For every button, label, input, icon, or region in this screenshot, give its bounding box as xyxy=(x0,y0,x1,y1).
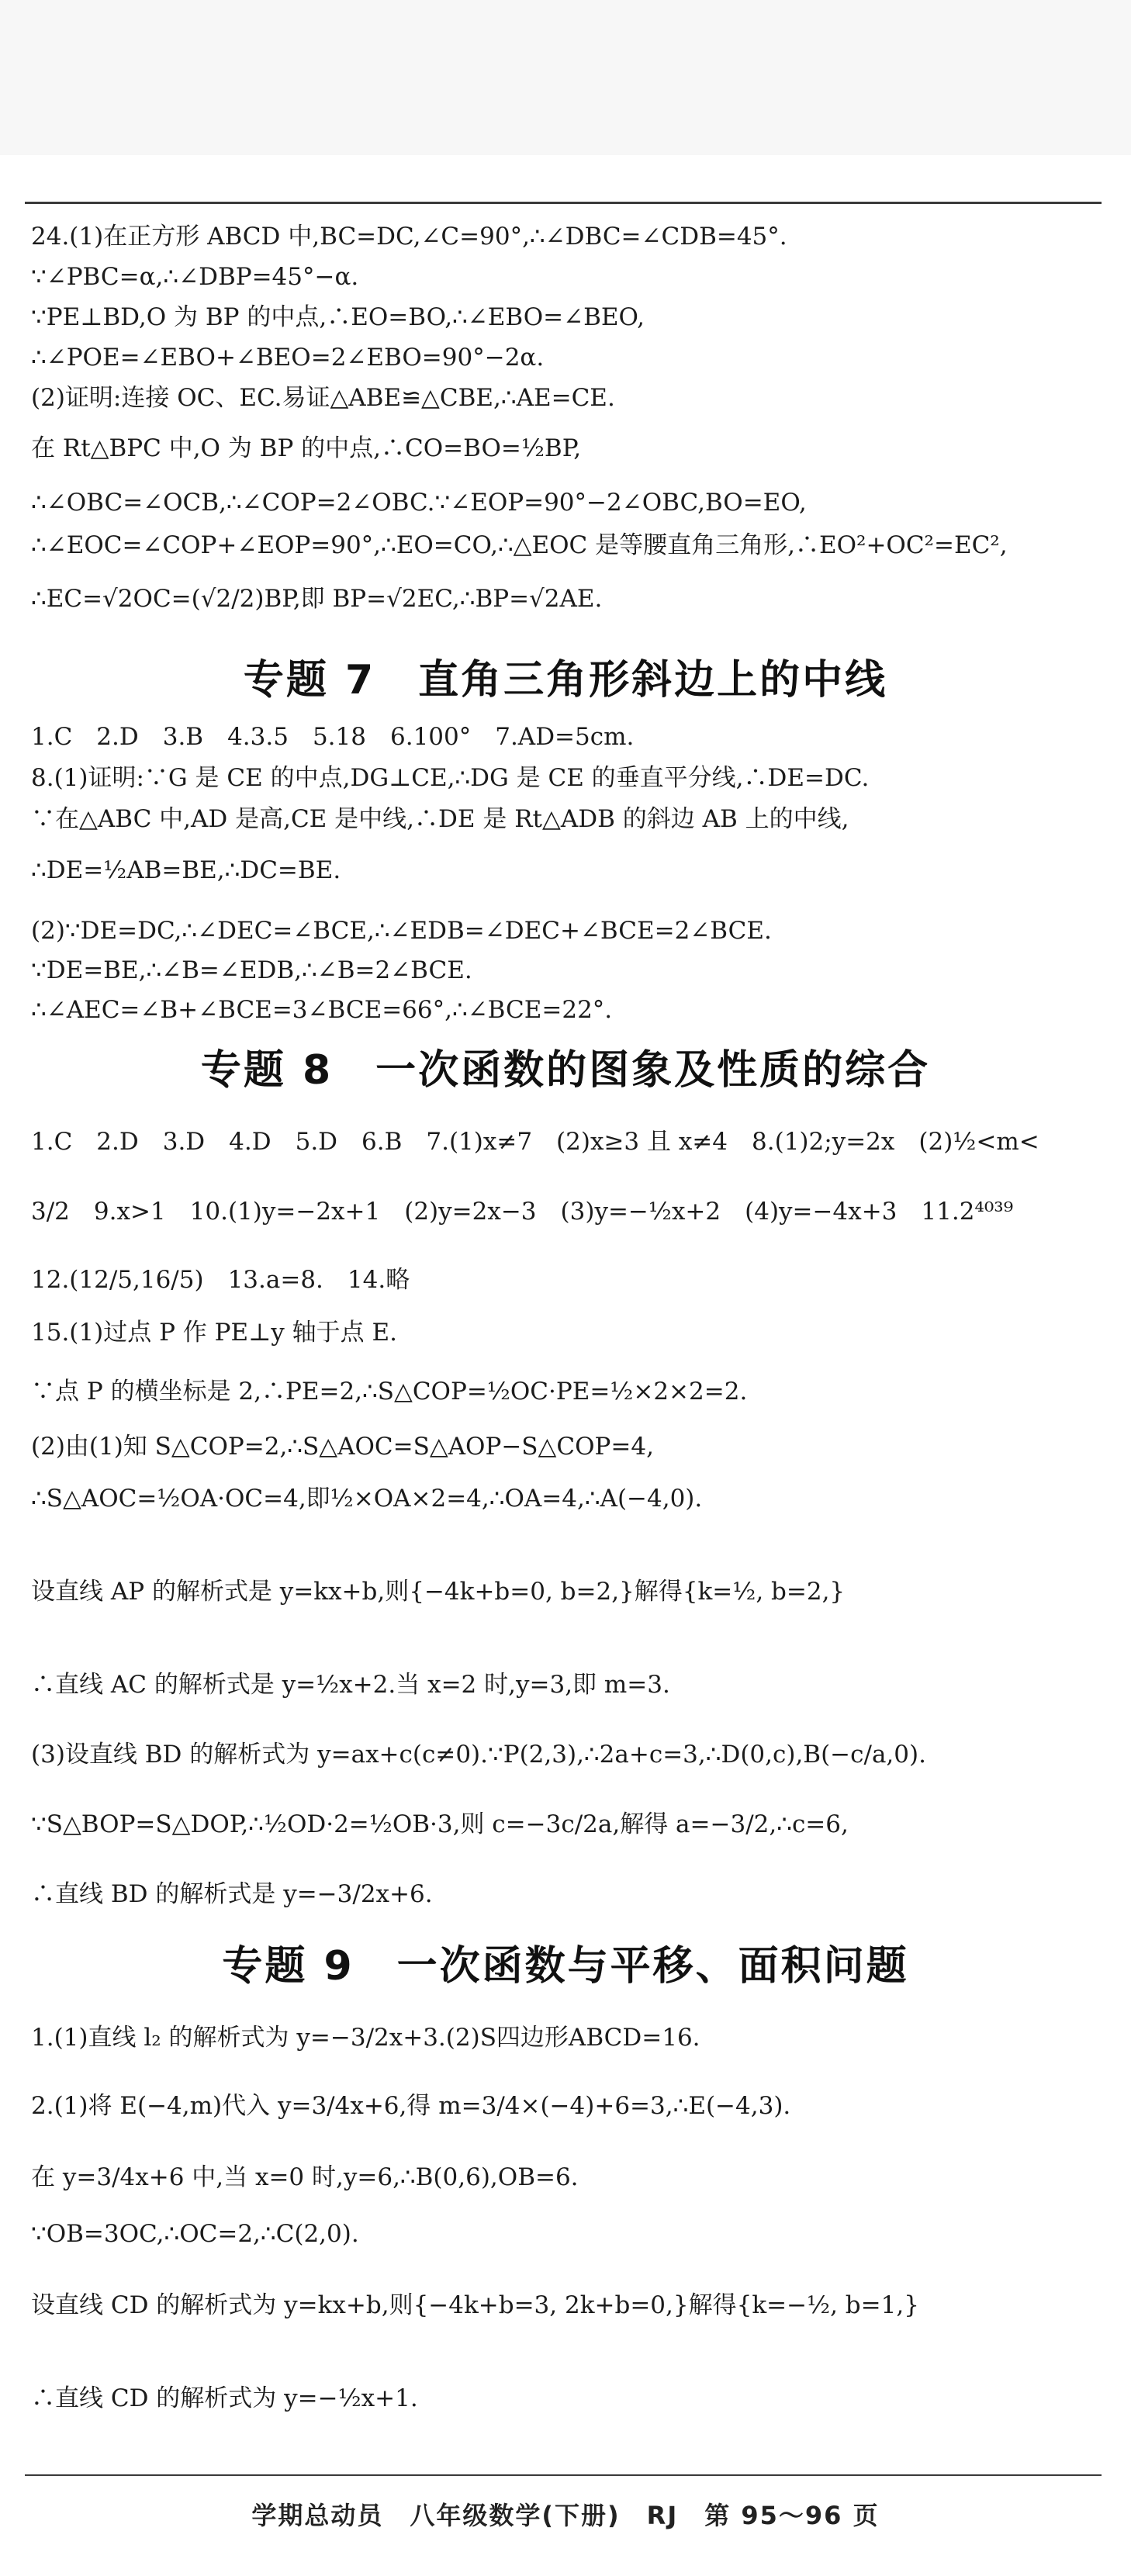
answer-line: ∴∠AEC=∠B+∠BCE=3∠BCE=66°,∴∠BCE=22°. xyxy=(31,996,613,1024)
answer-line: (2)证明:连接 OC、EC.易证△ABE≌△CBE,∴AE=CE. xyxy=(31,384,615,412)
answer-line: ∵DE=BE,∴∠B=∠EDB,∴∠B=2∠BCE. xyxy=(31,956,472,984)
answer-line: 设直线 CD 的解析式为 y=kx+b,则{−4k+b=3, 2k+b=0,}解得{k=−½, b=1,} xyxy=(31,2291,919,2319)
header-rule xyxy=(25,202,1102,204)
footer-rule xyxy=(25,2474,1102,2476)
answer-line: ∵PE⊥BD,O 为 BP 的中点,∴EO=BO,∴∠EBO=∠BEO, xyxy=(31,303,645,331)
answer-line: 15.(1)过点 P 作 PE⊥y 轴于点 E. xyxy=(31,1319,397,1347)
answer-line: 2.(1)将 E(−4,m)代入 y=3/4x+6,得 m=3/4×(−4)+6=3,∴E(−4,3). xyxy=(31,2092,791,2120)
answer-line: ∴DE=½AB=BE,∴DC=BE. xyxy=(31,856,341,884)
answer-line: 在 Rt△BPC 中,O 为 BP 的中点,∴CO=BO=½BP, xyxy=(31,434,582,462)
answer-line: (2)∵DE=DC,∴∠DEC=∠BCE,∴∠EDB=∠DEC+∠BCE=2∠BCE. xyxy=(31,917,772,945)
answer-line: 在 y=3/4x+6 中,当 x=0 时,y=6,∴B(0,6),OB=6. xyxy=(31,2163,579,2191)
answer-line: 3/2 9.x>1 10.(1)y=−2x+1 (2)y=2x−3 (3)y=−½x+2 (4)y=−4x+3 11.2⁴⁰³⁹ xyxy=(31,1198,1014,1226)
answer-line: ∵在△ABC 中,AD 是高,CE 是中线,∴DE 是 Rt△ADB 的斜边 AB 上的中线, xyxy=(31,805,849,833)
answer-line: (3)设直线 BD 的解析式为 y=ax+c(c≠0).∵P(2,3),∴2a+c=3,∴D(0,c),B(−c/a,0). xyxy=(31,1741,926,1769)
answer-line: 1.(1)直线 l₂ 的解析式为 y=−3/2x+3.(2)S四边形ABCD=16. xyxy=(31,2024,700,2052)
section-title: 专题 8 一次函数的图象及性质的综合 xyxy=(200,1047,931,1094)
answer-line: 24.(1)在正方形 ABCD 中,BC=DC,∠C=90°,∴∠DBC=∠CDB=45°. xyxy=(31,223,787,251)
answer-line: ∴∠OBC=∠OCB,∴∠COP=2∠OBC.∵∠EOP=90°−2∠OBC,BO=EO, xyxy=(31,489,807,517)
answer-line: ∵∠PBC=α,∴∠DBP=45°−α. xyxy=(31,263,359,291)
answer-line: ∴直线 AC 的解析式是 y=½x+2.当 x=2 时,y=3,即 m=3. xyxy=(31,1671,670,1699)
answer-line: ∵OB=3OC,∴OC=2,∴C(2,0). xyxy=(31,2220,359,2248)
answer-line: ∴S△AOC=½OA·OC=4,即½×OA×2=4,∴OA=4,∴A(−4,0). xyxy=(31,1485,703,1513)
page-footer: 学期总动员 八年级数学(下册) RJ 第 95～96 页 xyxy=(251,2501,880,2530)
section-title: 专题 7 直角三角形斜边上的中线 xyxy=(243,657,888,704)
answer-line: 1.C 2.D 3.B 4.3.5 5.18 6.100° 7.AD=5cm. xyxy=(31,723,635,751)
answer-line: ∵点 P 的横坐标是 2,∴PE=2,∴S△COP=½OC·PE=½×2×2=2. xyxy=(31,1378,748,1406)
answer-line: ∴直线 CD 的解析式为 y=−½x+1. xyxy=(31,2384,418,2412)
answer-line: ∴直线 BD 的解析式是 y=−3/2x+6. xyxy=(31,1880,433,1908)
section-title: 专题 9 一次函数与平移、面积问题 xyxy=(222,1943,909,1990)
answer-line: 设直线 AP 的解析式是 y=kx+b,则{−4k+b=0, b=2,}解得{k=½, b=2,} xyxy=(31,1578,846,1606)
scan-margin xyxy=(0,0,1131,155)
answer-line: (2)由(1)知 S△COP=2,∴S△AOC=S△AOP−S△COP=4, xyxy=(31,1433,654,1461)
answer-line: ∴EC=√2OC=(√2/2)BP,即 BP=√2EC,∴BP=√2AE. xyxy=(31,585,603,613)
answer-line: ∵S△BOP=S△DOP,∴½OD·2=½OB·3,则 c=−3c/2a,解得 a=−3/2,∴c=6, xyxy=(31,1810,849,1838)
answer-line: 1.C 2.D 3.D 4.D 5.D 6.B 7.(1)x≠7 (2)x≥3 且 x≠4 8.(1)2;y=2x (2)½<m< xyxy=(31,1128,1039,1156)
answer-line: 8.(1)证明:∵G 是 CE 的中点,DG⊥CE,∴DG 是 CE 的垂直平分线,∴DE=DC. xyxy=(31,764,870,792)
answer-line: 12.(12/5,16/5) 13.a=8. 14.略 xyxy=(31,1266,410,1294)
answer-line: ∴∠EOC=∠COP+∠EOP=90°,∴EO=CO,∴△EOC 是等腰直角三角形,∴EO²+OC²=EC², xyxy=(31,531,1008,559)
answer-line: ∴∠POE=∠EBO+∠BEO=2∠EBO=90°−2α. xyxy=(31,344,545,372)
